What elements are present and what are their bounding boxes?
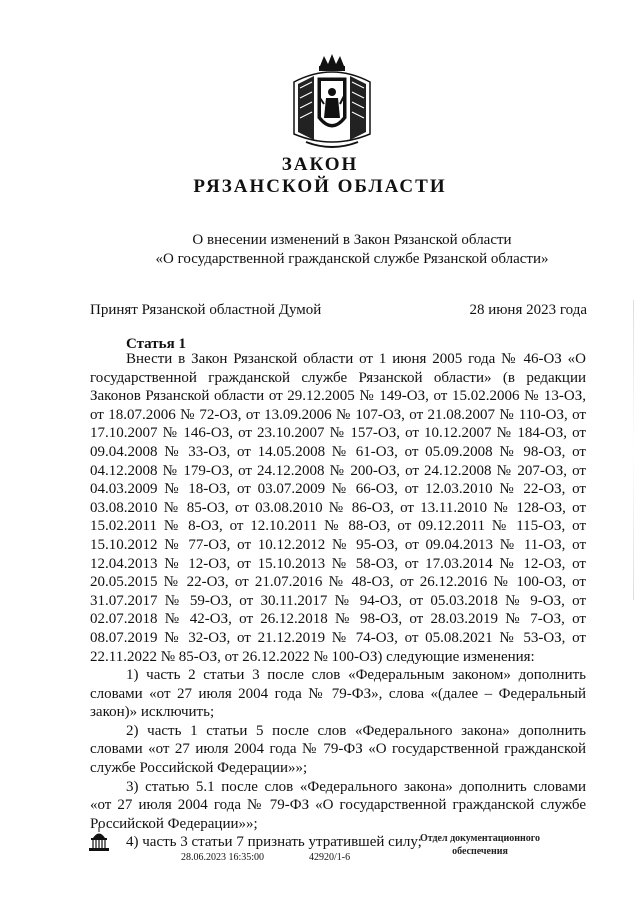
- article-paragraph: 2) часть 1 статьи 5 после слов «Федерального закона» дополнить словами «от 27 июля 2004 года № 79-ФЗ «О государственной гражданской службе Российской Федерации»»;: [90, 722, 586, 777]
- law-subject-line1: О внесении изменений в Закон Рязанской области: [192, 232, 512, 248]
- registration-timestamp: 28.06.2023 16:35:00: [181, 852, 265, 863]
- department-line1: Отдел документационного: [419, 833, 541, 844]
- article-heading: Статья 1: [126, 336, 186, 352]
- department-line2: обеспечения: [452, 846, 508, 857]
- article-paragraph: Внести в Закон Рязанской области от 1 июня 2005 года № 46-ОЗ «О государственной гражданской службе Рязанской области» (в редакции Законов Рязанской области от 29.12.2005 № 149-ОЗ, от 15.02.2006 № 13-ОЗ, от 18.07.2006 № 72-ОЗ, от 13.09.2006 № 107-ОЗ, от 21.08.2007 № 110-ОЗ, от 17.10.2007 № 146-ОЗ, от 23.10.2007 № 157-ОЗ, от 10.12.2007 № 184-ОЗ, от 09.04.2008 № 33-ОЗ, от 14.05.2008 № 61-ОЗ, от 05.09.2008 № 98-ОЗ, от 04.12.2008 № 179-ОЗ, от 24.12.2008 № 200-ОЗ, от 24.12.2008 № 207-ОЗ, от 04.03.2009 № 18-ОЗ, от 03.07.2009 № 66-ОЗ, от 12.03.2010 № 22-ОЗ, от 03.08.2010 № 85-ОЗ, от 03.08.2010 № 86-ОЗ, от 13.11.2010 № 128-ОЗ, от 15.02.2011 № 8-ОЗ, от 12.10.2011 № 88-ОЗ, от 09.12.2011 № 115-ОЗ, от 15.10.2012 № 77-ОЗ, от 10.12.2012 № 95-ОЗ, от 09.04.2013 № 11-ОЗ, от 12.04.2013 № 12-ОЗ, от 15.10.2013 № 58-ОЗ, от 17.03.2014 № 12-ОЗ, от 20.05.2015 № 22-ОЗ, от 21.07.2016 № 48-ОЗ, от 26.12.2016 № 100-ОЗ, от 31.07.2017 № 59-ОЗ, от 30.11.2017 № 94-ОЗ, от 05.03.2018 № 9-ОЗ, от 02.07.2018 № 42-ОЗ, от 26.12.2018 № 98-ОЗ, от 28.03.2019 № 7-ОЗ, от 08.07.2019 № 32-ОЗ, от 21.12.2019 № 74-ОЗ, от 05.08.2021 № 53-ОЗ, от 22.11.2022 № 85-ОЗ, от 26.12.2022 № 100-ОЗ) следующие изменения:: [90, 351, 586, 665]
- scan-edge-mark: [633, 300, 634, 600]
- duma-building-icon: [88, 826, 110, 852]
- article-paragraph: 3) статью 5.1 после слов «Федерального закона» дополнить словами «от 27 июля 2004 года № 79-ФЗ «О государственной гражданской службе Российской Федерации»»;: [90, 778, 586, 832]
- law-subject: [0, 231, 640, 269]
- article-paragraph: 4) часть 3 статьи 7 признать утратившей силу;: [126, 834, 422, 851]
- article-paragraph: 1) часть 2 статьи 3 после слов «Федеральным законом» дополнить словами «от 27 июля 2004 года № 79-ФЗ», слова «(далее – Федеральный закон)» исключить;: [90, 667, 586, 721]
- article-body: [90, 350, 586, 852]
- law-subject-line2: «О государственной гражданской службе Рязанской области»: [155, 251, 549, 267]
- coat-of-arms-icon: [286, 52, 378, 152]
- adopted-by: Принят Рязанской областной Думой: [90, 302, 322, 318]
- adoption-date: 28 июня 2023 года: [469, 302, 587, 318]
- law-region: РЯЗАНСКОЙ ОБЛАСТИ: [193, 176, 447, 197]
- department-stamp: [398, 832, 562, 858]
- law-title: ЗАКОН: [281, 154, 359, 175]
- registration-code: 42920/1-6: [309, 852, 351, 863]
